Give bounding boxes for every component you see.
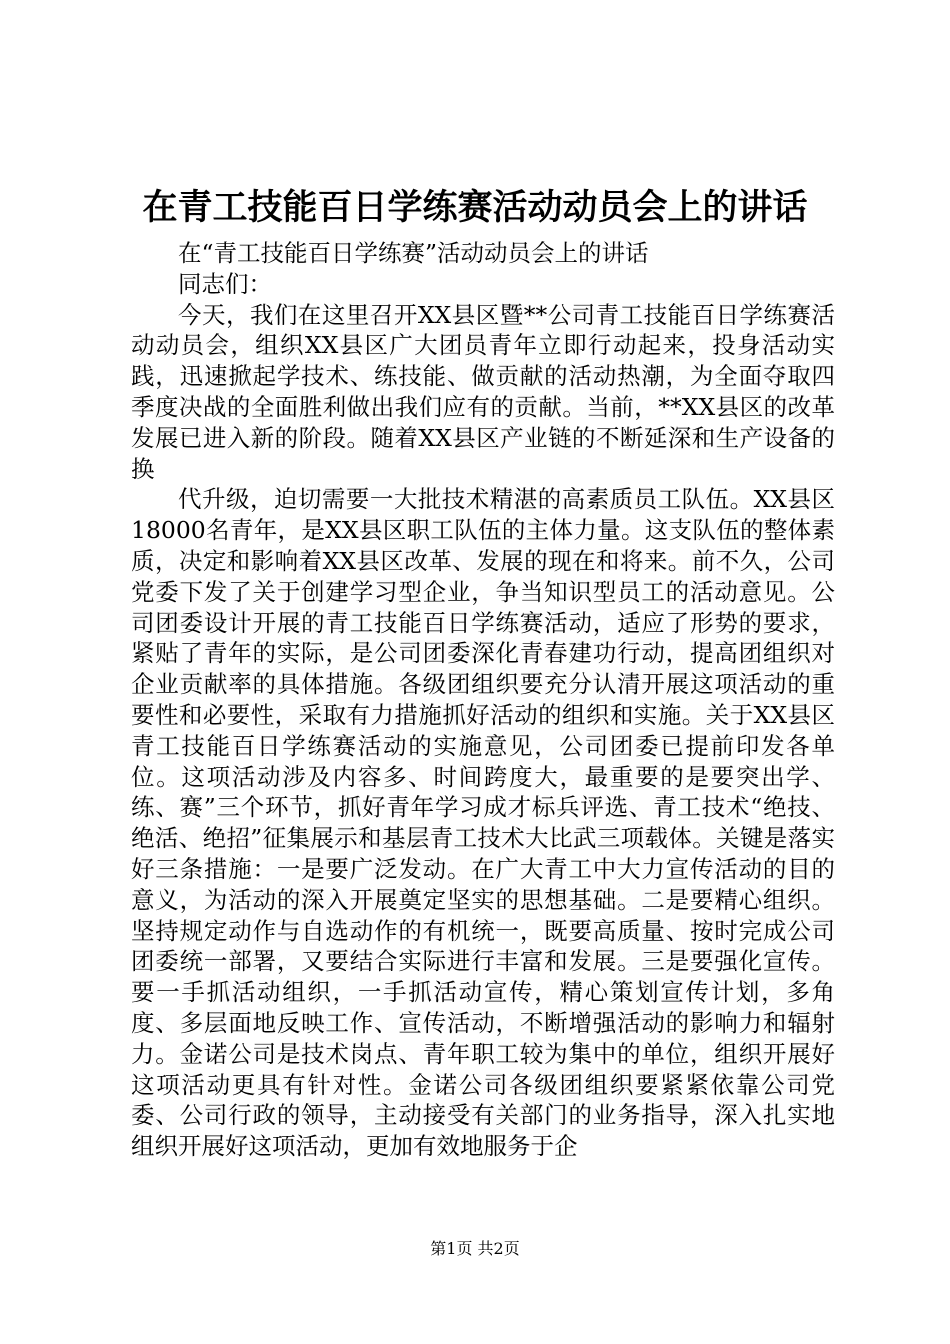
document-title: 在青工技能百日学练赛活动动员会上的讲话 [142, 187, 808, 228]
subtitle-paragraph: 在“青工技能百日学练赛”活动动员会上的讲话 [178, 239, 649, 267]
document-body [131, 238, 835, 1162]
salutation-paragraph: 同志们： [178, 269, 272, 298]
page-number-footer: 第1页 共2页 [430, 1239, 520, 1258]
body-paragraph-1: 今天，我们在这里召开XX县区暨**公司青工技能百日学练赛活动动员会，组织XX县区广大团员青年立即行动起来，投身活动实践，迅速掀起学技术、练技能、做贡献的活动热潮，为全面夺取四季度决战的全面胜利做出我们应有的贡献。当前，**XX县区的改革发展已进入新的阶段。随着XX县区产业链的不断延深和生产设备的换 [131, 300, 835, 483]
body-paragraph-2: 代升级，迫切需要一大批技术精湛的高素质员工队伍。XX县区18000名青年，是XX县区职工队伍的主体力量。这支队伍的整体素质，决定和影响着XX县区改革、发展的现在和将来。前不久，公司党委下发了关于创建学习型企业，争当知识型员工的活动意见。公司团委设计开展的青工技能百日学练赛活动，适应了形势的要求，紧贴了青年的实际，是公司团委深化青春建功行动，提高团组织对企业贡献率的具体措施。各级团组织要充分认清开展这项活动的重要性和必要性，采取有力措施抓好活动的组织和实施。关于XX县区青工技能百日学练赛活动的实施意见，公司团委已提前印发各单位。这项活动涉及内容多、时间跨度大，最重要的是要突出学、练、赛”三个环节，抓好青年学习成才标兵评选、青工技术“绝技、绝活、绝招”征集展示和基层青工技术大比武三项载体。关键是落实好三条措施：一是要广泛发动。在广大青工中大力宣传活动的目的意义，为活动的深入开展奠定坚实的思想基础。二是要精心组织。坚持规定动作与自选动作的有机统一，既要高质量、按时完成公司团委统一部署，又要结合实际进行丰富和发展。三是要强化宣传。要一手抓活动组织，一手抓活动宣传，精心策划宣传计划，多角度、多层面地反映工作、宣传活动，不断增强活动的影响力和辐射力。金诺公司是技术岗点、青年职工较为集中的单位，组织开展好这项活动更具有针对性。金诺公司各级团组织要紧紧依靠公司党委、公司行政的领导，主动接受有关部门的业务指导，深入扎实地组织开展好这项活动，更加有效地服务于企 [131, 485, 835, 1161]
